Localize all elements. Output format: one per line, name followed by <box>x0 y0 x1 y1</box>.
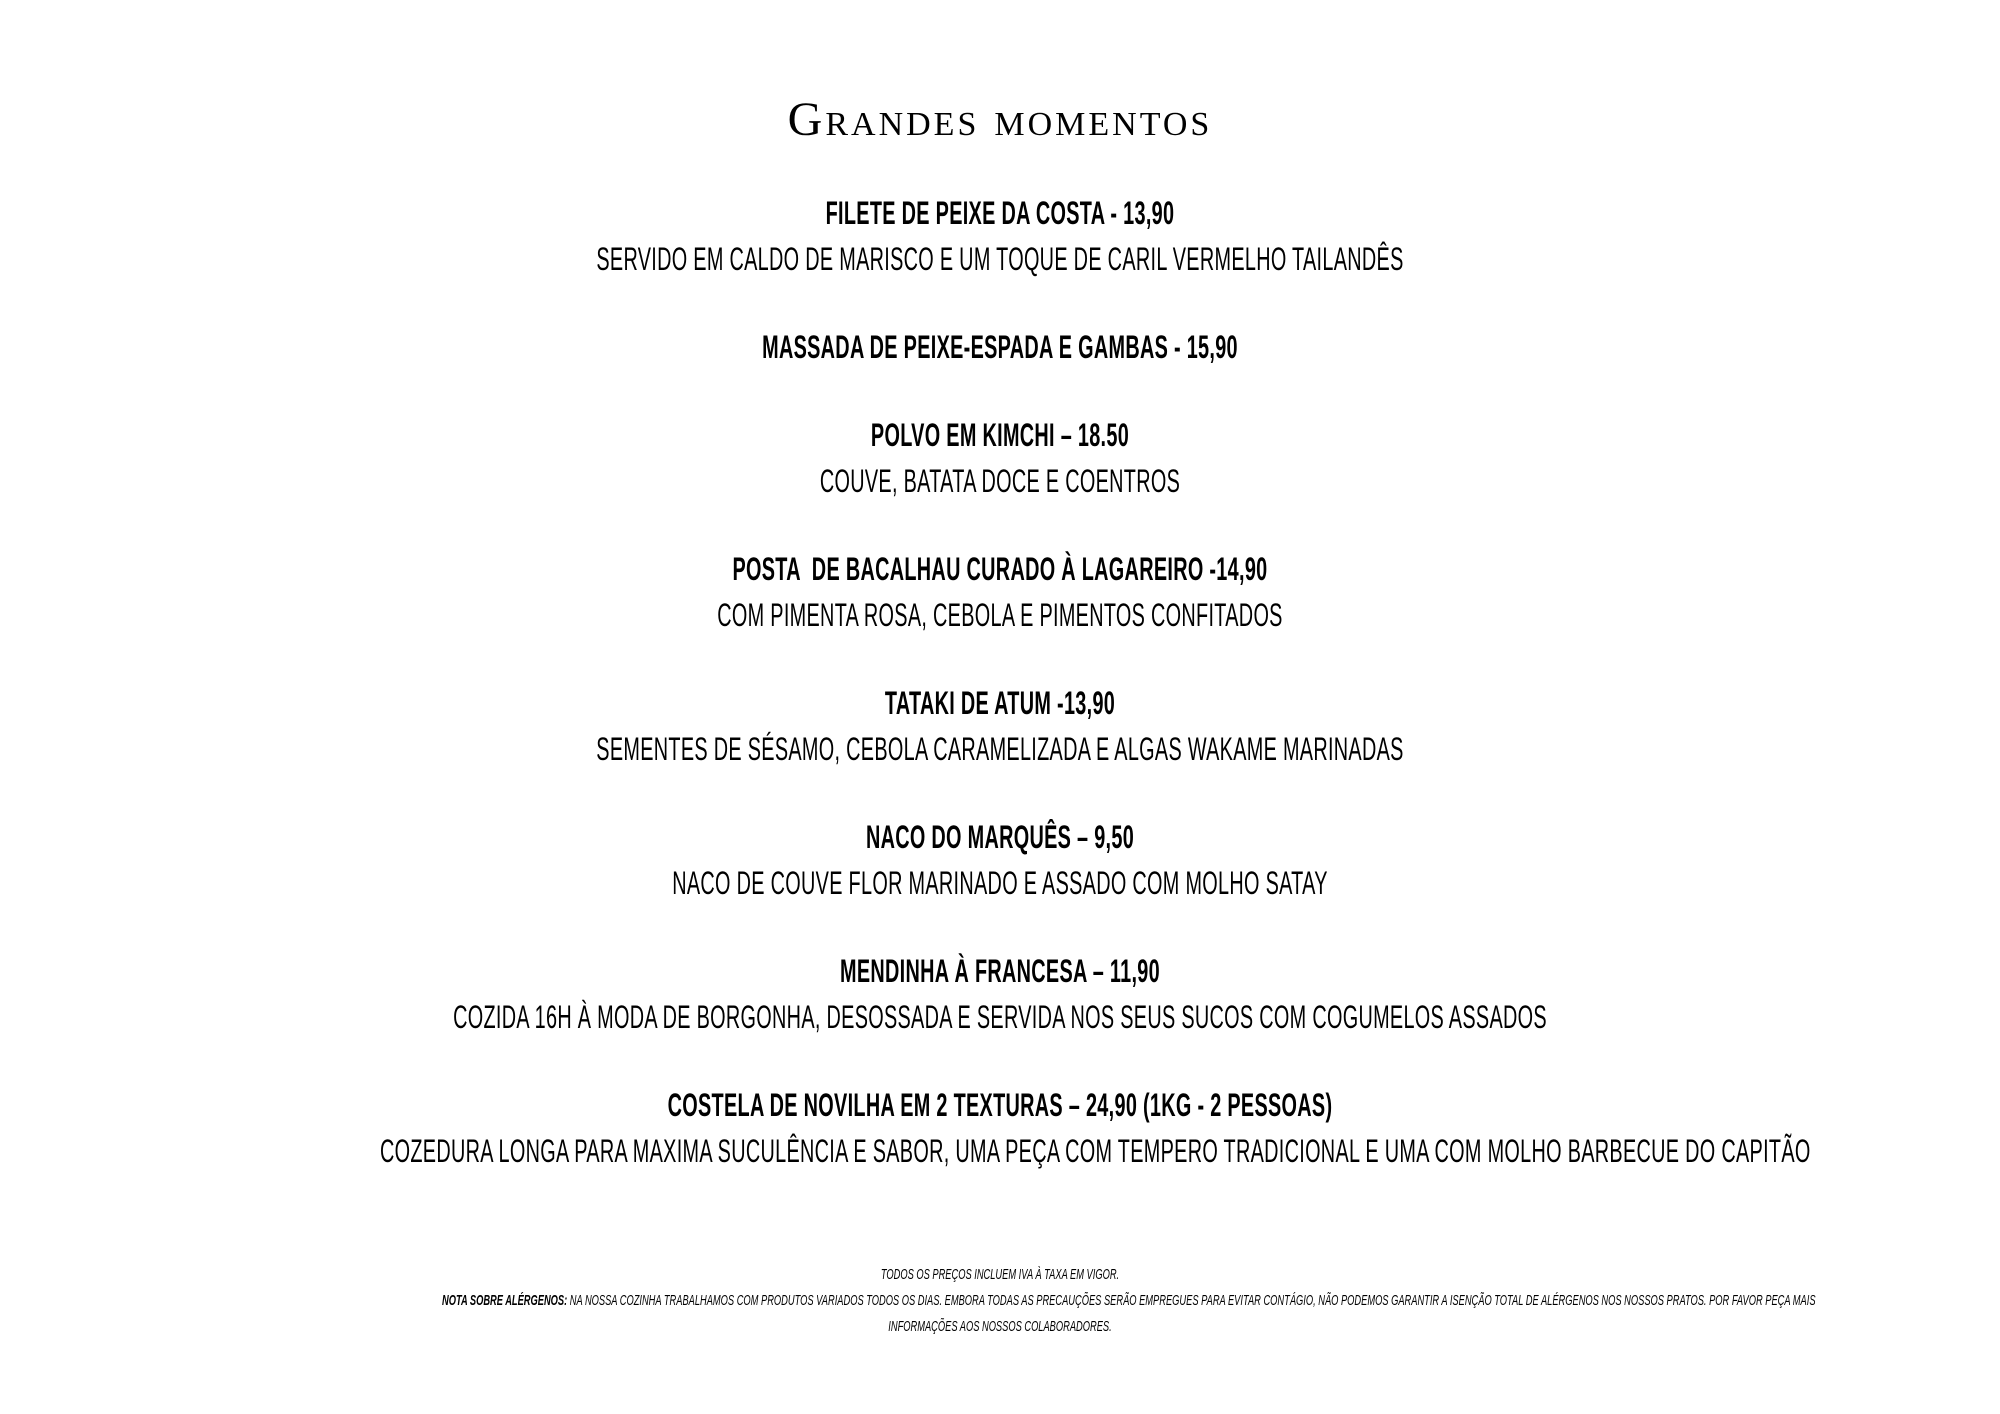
menu-item <box>0 412 2000 504</box>
menu-item <box>0 190 2000 282</box>
dish-name: TATAKI DE ATUM -13,90 <box>884 685 1116 721</box>
dish-name: FILETE DE PEIXE DA COSTA - 13,90 <box>825 195 1175 231</box>
dish-description: COUVE, BATATA DOCE E COENTROS <box>819 463 1181 499</box>
menu-list <box>0 190 2000 1216</box>
menu-item <box>0 680 2000 772</box>
menu-item <box>0 324 2000 370</box>
dish-description: COZEDURA LONGA PARA MAXIMA SUCULÊNCIA E SABOR, UMA PEÇA COM TEMPERO TRADICIONAL E UMA COM MOLHO BARBECUE DO CAPITÃO <box>380 1133 1811 1169</box>
menu-item <box>0 948 2000 1040</box>
menu-item <box>0 1082 2000 1174</box>
footer-notes <box>100 1262 1900 1340</box>
vat-note: TODOS OS PREÇOS INCLUEM IVA À TAXA EM VIGOR. <box>880 1266 1120 1283</box>
dish-name: POSTA DE BACALHAU CURADO À LAGAREIRO -14,90 <box>732 551 1268 587</box>
dish-name: COSTELA DE NOVILHA EM 2 TEXTURAS – 24,90 (1KG - 2 PESSOAS) <box>667 1087 1333 1123</box>
dish-description: SERVIDO EM CALDO DE MARISCO E UM TOQUE DE CARIL VERMELHO TAILANDÊS <box>596 241 1404 277</box>
menu-item <box>0 814 2000 906</box>
dish-name: NACO DO MARQUÊS – 9,50 <box>865 819 1135 855</box>
allergen-note-label: NOTA SOBRE ALÉRGENOS: <box>442 1292 568 1309</box>
dish-name: MASSADA DE PEIXE-ESPADA E GAMBAS - 15,90 <box>762 329 1238 365</box>
allergen-note-text: NA NOSSA COZINHA TRABALHAMOS COM PRODUTOS VARIADOS TODOS OS DIAS. EMBORA TODAS AS PRECAUÇÕES SERÃO EMPREGUES PARA EVITAR CONTÁGIO, NÃO PODEMOS GARANTIR A ISENÇÃO TOTAL DE ALÉRGENOS NOS NOSSOS PRATOS. POR FAVOR PEÇA MAIS <box>567 1292 1816 1309</box>
allergen-note <box>442 1288 1816 1314</box>
allergen-note-continued: INFORMAÇÕES AOS NOSSOS COLABORADORES. <box>888 1318 1112 1335</box>
menu-item <box>0 546 2000 638</box>
page-title: Grandes momentos <box>787 93 1213 146</box>
dish-description: COZIDA 16H À MODA DE BORGONHA, DESOSSADA E SERVIDA NOS SEUS SUCOS COM COGUMELOS ASSADOS <box>453 999 1547 1035</box>
dish-description: NACO DE COUVE FLOR MARINADO E ASSADO COM MOLHO SATAY <box>672 865 1328 901</box>
dish-name: POLVO EM KIMCHI – 18.50 <box>870 417 1130 453</box>
dish-description: SEMENTES DE SÉSAMO, CEBOLA CARAMELIZADA E ALGAS WAKAME MARINADAS <box>596 731 1404 767</box>
dish-description: COM PIMENTA ROSA, CEBOLA E PIMENTOS CONFITADOS <box>717 597 1283 633</box>
dish-name: MENDINHA À FRANCESA – 11,90 <box>840 953 1160 989</box>
